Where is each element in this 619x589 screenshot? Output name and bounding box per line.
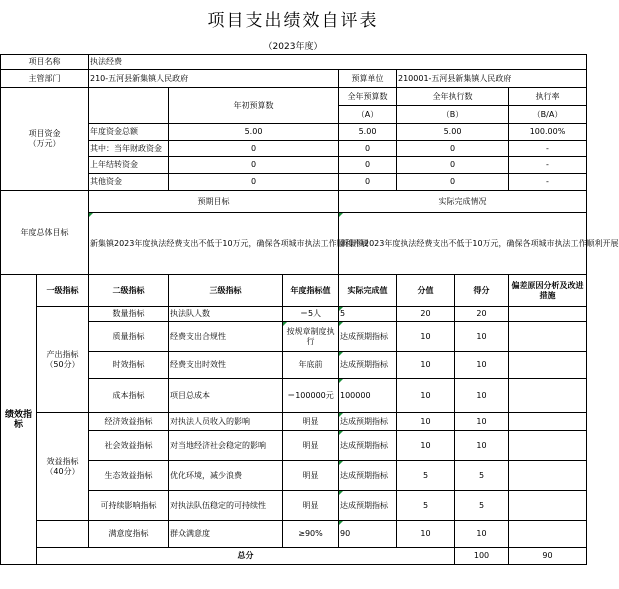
total-score: 100 [455,548,509,565]
indicator-actual: 5 [339,307,397,322]
expected-goal-header: 预期目标 [89,191,339,213]
indicator-level2: 可持续影响指标 [89,491,169,521]
fund-row-rate: - [509,157,587,174]
indicator-actual: 达成预期指标 [339,322,397,352]
funds-header-blank [89,88,169,124]
indicator-level3: 对执法队伍稳定的可持续性 [169,491,283,521]
actual-completion-header: 实际完成情况 [339,191,587,213]
indicator-actual: 100000 [339,379,397,413]
fund-row-initial: 5.00 [169,124,339,141]
header-level2: 二级指标 [89,275,169,307]
indicator-got: 5 [455,491,509,521]
fund-row-label: 其中：当年财政资金 [89,141,169,157]
header-level1: 一级指标 [37,275,89,307]
col-annual-exec: 全年执行数 [397,88,509,106]
indicator-score: 20 [397,307,455,322]
fund-row-exec: 5.00 [397,124,509,141]
satisfaction-got: 10 [455,521,509,548]
indicator-level3: 项目总成本 [169,379,283,413]
indicator-score: 10 [397,413,455,431]
fund-row-exec: 0 [397,141,509,157]
dept-label: 主管部门 [1,70,89,88]
indicator-reason [509,352,587,379]
fund-row-annual: 0 [339,141,397,157]
project-name-label: 项目名称 [1,55,89,70]
indicator-got: 10 [455,379,509,413]
col-initial-budget: 年初预算数 [169,88,339,124]
expected-goal-text: 新集镇2023年度执法经费支出不低于10万元，确保各项城市执法工作顺利开展 [89,213,339,275]
satisfaction-level2: 满意度指标 [89,521,169,548]
indicator-score: 5 [397,491,455,521]
indicator-target: 明显 [283,491,339,521]
indicator-reason [509,431,587,461]
header-got: 得分 [455,275,509,307]
indicator-score: 10 [397,431,455,461]
fund-row-exec: 0 [397,157,509,174]
col-exec-rate: 执行率 [509,88,587,106]
indicator-actual: 达成预期指标 [339,491,397,521]
sub-b: （B） [397,106,509,124]
indicator-score: 5 [397,461,455,491]
indicator-level2: 数量指标 [89,307,169,322]
indicator-target: 年底前 [283,352,339,379]
fund-row-label: 年度资金总额 [89,124,169,141]
indicator-level3: 对执法人员收入的影响 [169,413,283,431]
fund-row-rate: - [509,174,587,191]
indicator-target: ＝5人 [283,307,339,322]
fund-row-rate: - [509,141,587,157]
fund-row-initial: 0 [169,174,339,191]
sub-ba: （B/A） [509,106,587,124]
indicator-level3: 执法队人数 [169,307,283,322]
indicator-level2: 质量指标 [89,322,169,352]
indicator-got: 10 [455,322,509,352]
satisfaction-level1-blank [37,521,89,548]
satisfaction-reason [509,521,587,548]
indicator-target: ＝100000元 [283,379,339,413]
budget-unit-value: 210001-五河县新集镇人民政府 [397,70,587,88]
indicator-score: 10 [397,322,455,352]
satisfaction-actual: 90 [339,521,397,548]
indicator-reason [509,461,587,491]
indicator-level3: 经费支出时效性 [169,352,283,379]
total-got: 90 [509,548,587,565]
dept-value: 210-五河县新集镇人民政府 [89,70,339,88]
indicator-reason [509,322,587,352]
indicator-got: 5 [455,461,509,491]
indicator-level2: 时效指标 [89,352,169,379]
indicator-level2: 成本指标 [89,379,169,413]
actual-completion-text: 新集镇2023年度执法经费支出不低于10万元，确保各项城市执法工作顺利开展 [339,213,587,275]
budget-unit-label: 预算单位 [339,70,397,88]
indicator-level3: 优化环境，减少浪费 [169,461,283,491]
indicator-score: 10 [397,379,455,413]
indicator-target: 按规章制度执行 [283,322,339,352]
header-level3: 三级指标 [169,275,283,307]
header-reason: 偏差原因分析及改进措施 [509,275,587,307]
page-title: 项目支出绩效自评表 [207,11,379,31]
header-score: 分值 [397,275,455,307]
indicator-level2: 生态效益指标 [89,461,169,491]
fund-row-initial: 0 [169,157,339,174]
fund-row-exec: 0 [397,174,509,191]
indicator-target: 明显 [283,431,339,461]
fund-row-annual: 0 [339,174,397,191]
report-year: （2023年度） [263,42,323,52]
header-actual: 实际完成值 [339,275,397,307]
fund-row-label: 上年结转资金 [89,157,169,174]
indicator-reason [509,307,587,322]
fund-row-initial: 0 [169,141,339,157]
indicator-reason [509,379,587,413]
indicator-score: 10 [397,352,455,379]
indicator-actual: 达成预期指标 [339,352,397,379]
satisfaction-target: ≥90% [283,521,339,548]
fund-row-rate: 100.00% [509,124,587,141]
indicator-actual: 达成预期指标 [339,431,397,461]
indicator-got: 10 [455,352,509,379]
evaluation-table [0,54,619,565]
fund-row-annual: 0 [339,157,397,174]
benefit-indicator-label: 效益指标（40分） [37,413,89,521]
indicator-actual: 达成预期指标 [339,461,397,491]
indicator-target: 明显 [283,461,339,491]
project-name-value: 执法经费 [89,55,587,70]
fund-row-annual: 5.00 [339,124,397,141]
total-label: 总分 [37,548,455,565]
satisfaction-level3: 群众满意度 [169,521,283,548]
satisfaction-score: 10 [397,521,455,548]
indicator-level3: 经费支出合规性 [169,322,283,352]
indicator-level3: 对当地经济社会稳定的影响 [169,431,283,461]
indicator-level2: 社会效益指标 [89,431,169,461]
indicator-reason [509,413,587,431]
indicators-section-label: 绩效指标 [1,275,37,565]
indicator-got: 10 [455,431,509,461]
header-target: 年度指标值 [283,275,339,307]
funds-section-label: 项目资金 （万元） [1,88,89,191]
indicator-got: 10 [455,413,509,431]
sub-a: （A） [339,106,397,124]
output-indicator-label: 产出指标（50分） [37,307,89,413]
indicator-got: 20 [455,307,509,322]
indicator-actual: 达成预期指标 [339,413,397,431]
indicator-target: 明显 [283,413,339,431]
col-annual-budget: 全年预算数 [339,88,397,106]
indicator-level2: 经济效益指标 [89,413,169,431]
annual-goal-label: 年度总体目标 [1,191,89,275]
indicator-reason [509,491,587,521]
fund-row-label: 其他资金 [89,174,169,191]
